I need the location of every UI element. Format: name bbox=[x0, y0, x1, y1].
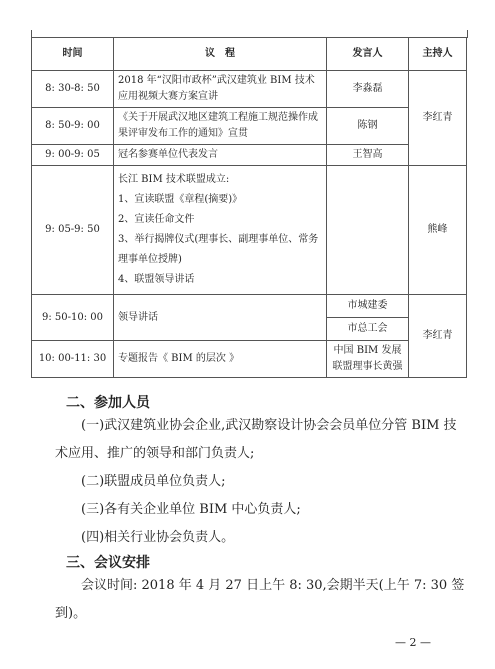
host-cell: 李红青 bbox=[409, 71, 467, 166]
time-cell: 8: 50-9: 00 bbox=[32, 108, 114, 145]
speaker-cell bbox=[327, 166, 409, 295]
speaker-line: 市城建委 bbox=[327, 295, 408, 318]
host-cell: 李红青 bbox=[409, 295, 467, 378]
table-row bbox=[32, 145, 467, 166]
section-title-arrangement: 三、会议安排 bbox=[66, 555, 150, 571]
agenda-line: 长江 BIM 技术联盟成立: bbox=[118, 174, 230, 185]
table-row bbox=[32, 341, 467, 378]
agenda-line: 4、联盟领导讲话 bbox=[118, 274, 195, 285]
speaker-cell: 王智高 bbox=[327, 145, 409, 166]
table-row bbox=[32, 295, 467, 341]
speaker-cell: 中国 BIM 发展联盟理事长黄强 bbox=[327, 341, 409, 378]
table-row bbox=[32, 71, 467, 108]
agenda-cell: 2018 年“汉阳市政杯”武汉建筑业 BIM 技术应用视频大赛方案宣讲 bbox=[114, 71, 327, 108]
speaker-cell bbox=[327, 295, 409, 341]
header-speaker: 发言人 bbox=[327, 38, 409, 71]
agenda-cell: 专题报告《 BIM 的层次 》 bbox=[114, 341, 327, 378]
agenda-line: 3、举行揭牌仪式(理事长、副理事单位、常务理事单位授牌) bbox=[118, 234, 319, 265]
meeting-time-text: 会议时间: 2018 年 4 月 27 日上午 8: 30,会期半天(上午 7: 30 签到)。 bbox=[55, 578, 465, 621]
time-cell: 9: 00-9: 05 bbox=[32, 145, 114, 166]
speaker-cell: 李淼磊 bbox=[327, 71, 409, 108]
speaker-cell: 陈钢 bbox=[327, 108, 409, 145]
agenda-cell: 领导讲话 bbox=[114, 295, 327, 341]
agenda-table bbox=[31, 37, 467, 378]
table-row bbox=[32, 166, 467, 295]
agenda-cell bbox=[114, 166, 327, 295]
time-cell: 8: 30-8: 50 bbox=[32, 71, 114, 108]
agenda-cell: 《关于开展武汉地区建筑工程施工规范操作成果评审发布工作的通知》宣贯 bbox=[114, 108, 327, 145]
agenda-line: 1、宣读联盟《章程(摘要)》 bbox=[118, 194, 243, 205]
participant-item-3: (三)各有关企业单位 BIM 中心负责人; bbox=[81, 502, 301, 517]
participant-item-2: (二)联盟成员单位负责人; bbox=[81, 474, 226, 489]
agenda-cell: 冠名参赛单位代表发言 bbox=[114, 145, 327, 166]
header-host: 主持人 bbox=[409, 38, 467, 71]
participant-item-4: (四)相关行业协会负责人。 bbox=[81, 530, 235, 545]
agenda-line: 2、宣读任命文件 bbox=[118, 214, 195, 225]
header-time: 时间 bbox=[32, 38, 114, 71]
section-title-participants: 二、参加人员 bbox=[66, 395, 150, 411]
time-cell: 9: 05-9: 50 bbox=[32, 166, 114, 295]
table-row bbox=[32, 108, 467, 145]
page-number: — 2 — bbox=[395, 636, 431, 649]
time-cell: 10: 00-11: 30 bbox=[32, 341, 114, 378]
speaker-line: 市总工会 bbox=[347, 323, 388, 334]
participant-item-1: (一)武汉建筑业协会企业,武汉勘察设计协会会员单位分管 BIM 技术应用、推广的领导和部门负责人; bbox=[55, 418, 457, 461]
table-header-row bbox=[32, 38, 467, 71]
header-agenda: 议 程 bbox=[114, 38, 327, 71]
host-cell: 熊峰 bbox=[409, 166, 467, 295]
time-cell: 9: 50-10: 00 bbox=[32, 295, 114, 341]
